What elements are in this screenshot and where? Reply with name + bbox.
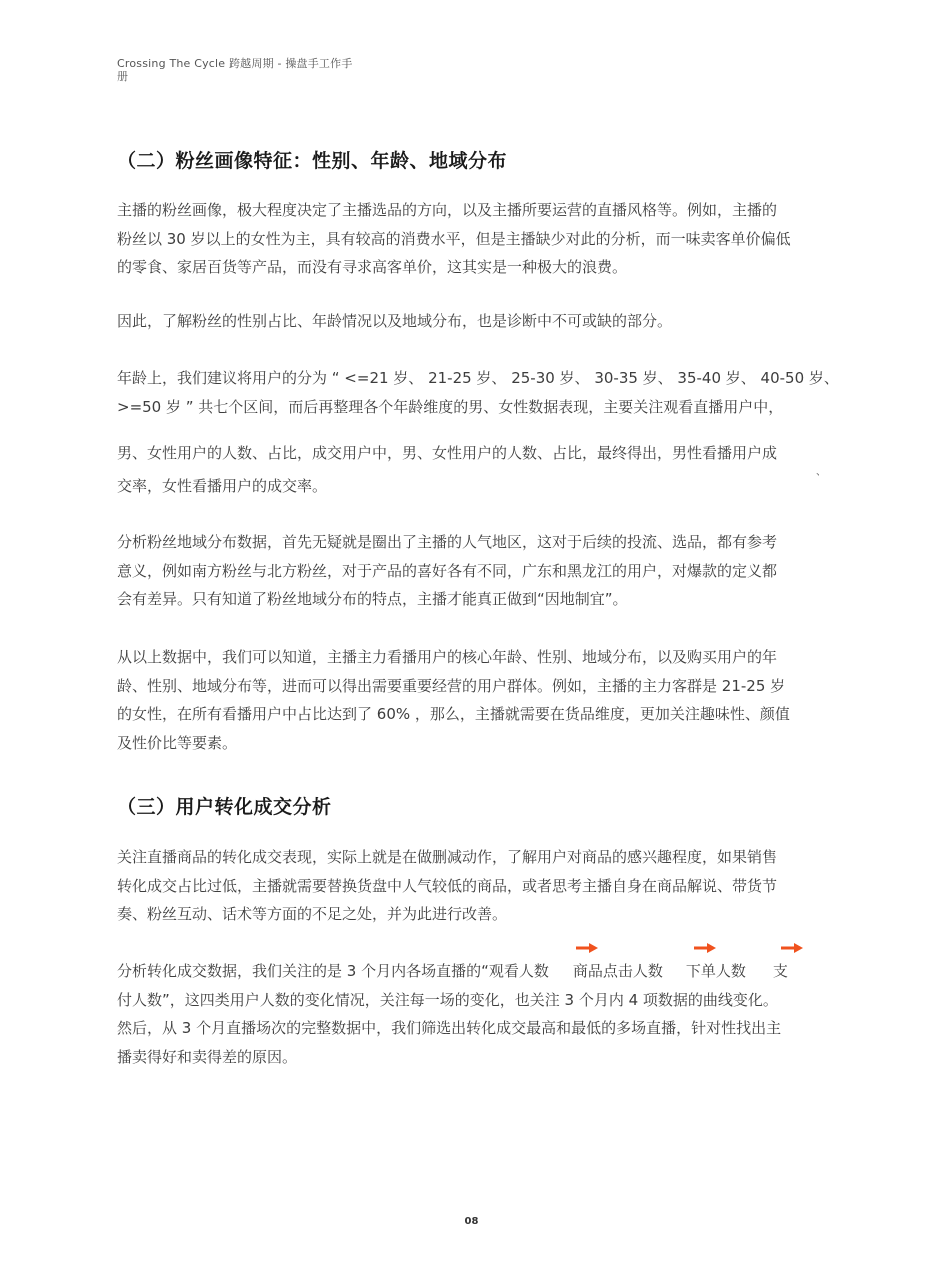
- text-line: 年龄上，我们建议将用户的分为 “ <=21 岁、 21-25 岁、 25-30 岁、 30-35 岁、 35-40 岁、 40-50 岁、: [117, 369, 839, 387]
- text-line: 主播的粉丝画像，极大程度决定了主播选品的方向，以及主播所要运营的直播风格等。例如，主播的: [117, 201, 778, 219]
- arrow-right-icon: [694, 943, 716, 953]
- text-line: 及性价比等要素。: [117, 733, 238, 752]
- text-segment: 下单人数: [685, 962, 746, 980]
- text-line: 转化成交占比过低，主播就需要替换货盘中人气较低的商品，或者思考主播自身在商品解说、带货节: [117, 876, 778, 895]
- section-heading-fan-profile: （二）粉丝画像特征：性别、年龄、地域分布: [117, 150, 508, 172]
- paragraph-conversion-performance: [117, 843, 837, 929]
- text-line: 的零食、家居百货等产品，而没有寻求高客单价，这其实是一种极大的浪费。: [117, 258, 628, 276]
- running-header: [117, 57, 367, 83]
- text-line: 因此，了解粉丝的性别占比、年龄情况以及地域分布，也是诊断中不可或缺的部分。: [117, 312, 673, 330]
- page-number: 08: [464, 1216, 479, 1227]
- text-segment: 支: [772, 962, 788, 980]
- paragraph-gender-conversion: [117, 437, 837, 503]
- text-line: 从以上数据中，我们可以知道，主播主力看播用户的核心年龄、性别、地域分布，以及购买用户的年: [117, 648, 778, 666]
- arrow-right-icon: [781, 943, 803, 953]
- text-line: 的女性，在所有看播用户中占比达到了 60% ，那么，主播就需要在货品维度，更加关注趣味性、颜值: [117, 705, 790, 723]
- paragraph-region-distribution: [117, 528, 837, 614]
- text-line: 意义，例如南方粉丝与北方粉丝，对于产品的喜好各有不同，广东和黑龙江的用户，对爆款的定义都: [117, 561, 778, 580]
- text-line: 关注直播商品的转化成交表现，实际上就是在做删减动作，了解用户对商品的感兴趣程度，如果销售: [117, 848, 778, 866]
- text-line: 奏、粉丝互动、话术等方面的不足之处，并为此进行改善。: [117, 905, 508, 923]
- text-line: 分析粉丝地域分布数据，首先无疑就是圈出了主播的人气地区，这对于后续的投流、选品，都有参考: [117, 533, 778, 551]
- paragraph-conversion-data: [117, 957, 837, 1071]
- stray-punctuation-mark: 、: [816, 467, 826, 478]
- arrow-right-icon: [576, 943, 598, 953]
- paragraph-core-user-group: [117, 643, 837, 757]
- text-line: >=50 岁 ” 共七个区间，而后再整理各个年龄维度的男、女性数据表现，主要关注观看直播用户中，: [117, 397, 784, 416]
- section-heading-conversion-analysis: （三）用户转化成交分析: [117, 796, 332, 818]
- running-header-line-2: 册: [117, 70, 129, 83]
- text-line: 播卖得好和卖得差的原因。: [117, 1047, 298, 1066]
- paragraph-diagnosis-importance: [117, 307, 837, 336]
- paragraph-age-intervals: [117, 364, 837, 421]
- text-line: 交率，女性看播用户的成交率。: [117, 477, 328, 495]
- text-line: [117, 957, 837, 986]
- text-line: 付人数”，这四类用户人数的变化情况，关注每一场的变化，也关注 3 个月内 4 项数据的曲线变化。: [117, 990, 778, 1009]
- text-line: 男、女性用户的人数、占比，成交用户中，男、女性用户的人数、占比，最终得出，男性看播用户成: [117, 444, 778, 462]
- text-line: 会有差异。只有知道了粉丝地域分布的特点，主播才能真正做到“因地制宜”。: [117, 590, 628, 608]
- paragraph-fan-profile-intro: [117, 196, 837, 282]
- running-header-line-1: Crossing The Cycle 跨越周期 - 操盘手工作手: [117, 57, 353, 70]
- text-segment: 商品点击人数: [572, 962, 663, 980]
- text-line: 然后，从 3 个月直播场次的完整数据中，我们筛选出转化成交最高和最低的多场直播，针对性找出主: [117, 1019, 782, 1037]
- text-segment: 分析转化成交数据，我们关注的是 3 个月内各场直播的“观看人数: [117, 962, 549, 980]
- text-line: 粉丝以 30 岁以上的女性为主，具有较高的消费水平，但是主播缺少对此的分析，而一味卖客单价偏低: [117, 229, 791, 248]
- text-line: 龄、性别、地域分布等，进而可以得出需要重要经营的用户群体。例如，主播的主力客群是 21-25 岁: [117, 676, 786, 695]
